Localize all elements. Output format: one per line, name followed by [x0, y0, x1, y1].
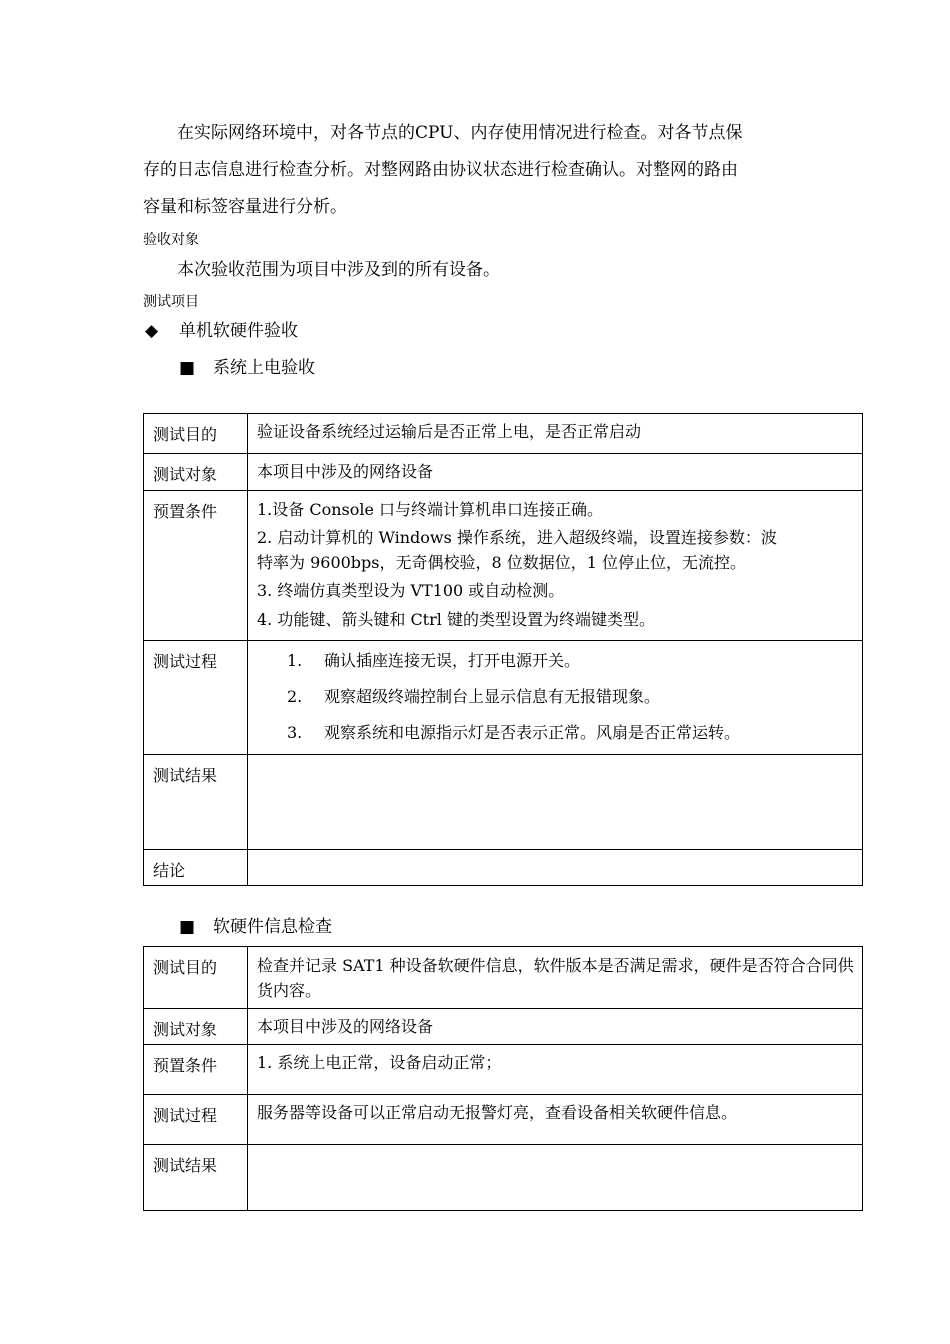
intro-line-1: 在实际网络环境中，对各节点的CPU、内存使用情况进行检查。对各节点保 — [177, 123, 743, 143]
acceptance-object-heading: 验收对象 — [143, 232, 199, 248]
precondition-line: 4. 功能键、箭头键和 Ctrl 键的类型设置为终端键类型。 — [257, 610, 655, 629]
process-step: 3. 观察系统和电源指示灯是否表示正常。风扇是否正常运转。 — [287, 723, 741, 742]
row-value: 1. 系统上电正常，设备启动正常； — [248, 1045, 863, 1095]
row-label: 预置条件 — [144, 491, 248, 641]
sw-hw-check-table — [143, 946, 863, 1211]
row-value: 本项目中涉及的网络设备 — [248, 1009, 863, 1045]
row-label: 测试对象 — [144, 454, 248, 491]
table-row — [144, 1145, 863, 1211]
subbullet-power-on — [179, 358, 315, 378]
row-value — [248, 755, 863, 850]
row-label: 测试对象 — [144, 1009, 248, 1045]
square-bullet-icon: ■ — [179, 917, 196, 937]
table-row — [144, 414, 863, 454]
process-step: 2. 观察超级终端控制台上显示信息有无报错现象。 — [287, 687, 661, 706]
row-value: 检查并记录 SAT1 种设备软硬件信息，软件版本是否满足需求，硬件是否符合合同供货内容。 — [248, 947, 863, 1009]
bullet-standalone-acceptance — [145, 321, 298, 341]
subbullet-text: 系统上电验收 — [213, 358, 315, 378]
row-label: 测试过程 — [144, 641, 248, 755]
power-on-test-table — [143, 413, 863, 886]
subbullet-text: 软硬件信息检查 — [213, 917, 332, 937]
intro-line-3: 容量和标签容量进行分析。 — [143, 197, 347, 217]
table-row — [144, 491, 863, 641]
precondition-line: 特率为 9600bps，无奇偶校验，8 位数据位，1 位停止位，无流控。 — [257, 553, 747, 572]
process-step: 1. 确认插座连接无误，打开电源开关。 — [287, 651, 581, 670]
table-row — [144, 850, 863, 886]
row-label: 测试结果 — [144, 755, 248, 850]
table-row — [144, 454, 863, 491]
table-row — [144, 1045, 863, 1095]
bullet-text: 单机软硬件验收 — [179, 321, 298, 341]
table-row — [144, 1009, 863, 1045]
diamond-bullet-icon: ◆ — [145, 321, 159, 341]
precondition-line: 2. 启动计算机的 Windows 操作系统，进入超级终端，设置连接参数：波 — [257, 528, 777, 547]
row-label: 测试结果 — [144, 1145, 248, 1211]
row-value — [248, 641, 863, 755]
row-value — [248, 1145, 863, 1211]
square-bullet-icon: ■ — [179, 358, 196, 378]
subbullet-sw-hw-check — [179, 917, 332, 937]
row-value: 本项目中涉及的网络设备 — [248, 454, 863, 491]
row-value — [248, 491, 863, 641]
row-value: 服务器等设备可以正常启动无报警灯亮，查看设备相关软硬件信息。 — [248, 1095, 863, 1145]
intro-line-2: 存的日志信息进行检查分析。对整网路由协议状态进行检查确认。对整网的路由 — [143, 160, 738, 180]
precondition-line: 1.设备 Console 口与终端计算机串口连接正确。 — [257, 500, 604, 519]
row-value: 验证设备系统经过运输后是否正常上电，是否正常启动 — [248, 414, 863, 454]
table-row — [144, 1095, 863, 1145]
row-label: 测试过程 — [144, 1095, 248, 1145]
row-label: 结论 — [144, 850, 248, 886]
row-label: 预置条件 — [144, 1045, 248, 1095]
table-row — [144, 755, 863, 850]
precondition-line: 3. 终端仿真类型设为 VT100 或自动检测。 — [257, 581, 565, 600]
test-items-heading: 测试项目 — [143, 294, 199, 310]
acceptance-object-text: 本次验收范围为项目中涉及到的所有设备。 — [177, 260, 500, 280]
row-label: 测试目的 — [144, 947, 248, 1009]
table-row — [144, 641, 863, 755]
row-label: 测试目的 — [144, 414, 248, 454]
row-value — [248, 850, 863, 886]
table-row — [144, 947, 863, 1009]
